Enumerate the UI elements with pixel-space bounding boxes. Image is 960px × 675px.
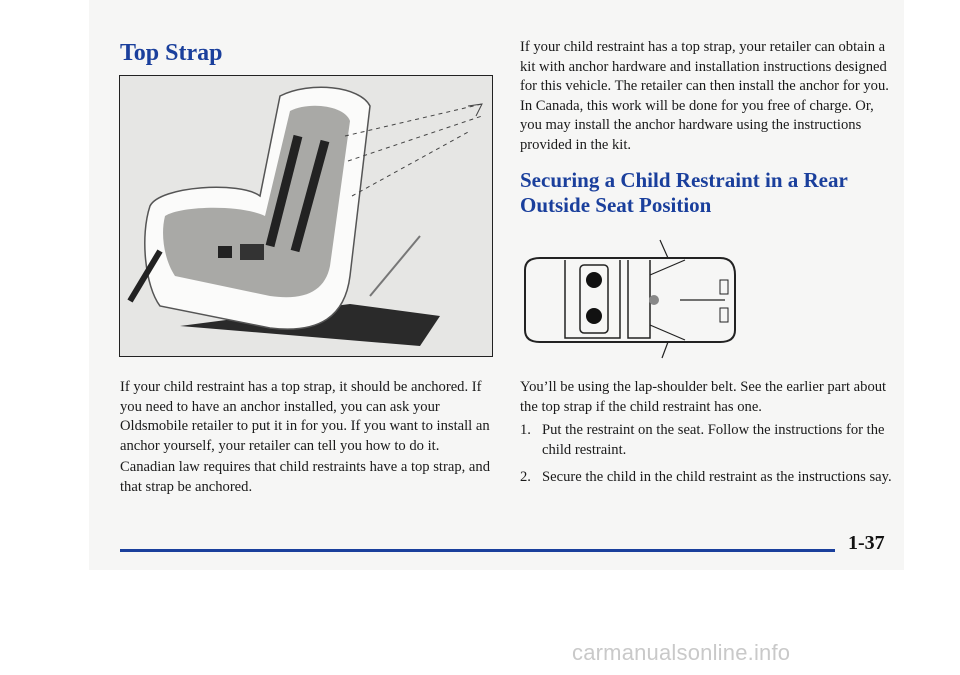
lap-shoulder-belt-paragraph: You’ll be using the lap-shoulder belt. See the earlier part about the top strap if the child restraint has one. bbox=[520, 379, 887, 415]
heading-top-strap: Top Strap bbox=[120, 40, 223, 66]
step-1-number: 1. bbox=[520, 422, 531, 438]
step-2-number: 2. bbox=[520, 469, 531, 485]
vehicle-seat-diagram bbox=[520, 230, 740, 360]
page-number: 1-37 bbox=[848, 532, 885, 554]
car-top-view-drawing bbox=[520, 230, 740, 360]
canadian-law-paragraph: Canadian law requires that child restraints have a top strap, and that strap be anchored. bbox=[120, 459, 490, 495]
instruction-steps bbox=[520, 421, 895, 496]
child-seat-illustration bbox=[119, 75, 493, 357]
watermark: carmanualsonline.info bbox=[572, 640, 791, 665]
child-seat-drawing bbox=[120, 76, 492, 356]
top-strap-paragraph: If your child restraint has a top strap, it should be anchored. If you need to have an anchor installed, you can ask your Oldsmobile retailer to put it in for you. If you want to install an anchor yourself, your retailer can tell you how to do it. bbox=[120, 379, 490, 454]
step-2-text: Secure the child in the child restraint as the instructions say. bbox=[542, 469, 892, 485]
step-1 bbox=[520, 421, 895, 460]
footer-rule bbox=[120, 549, 835, 552]
heading-securing-child-restraint: Securing a Child Restraint in a Rear Outside Seat Position bbox=[520, 168, 848, 217]
retailer-kit-paragraph: If your child restraint has a top strap, your retailer can obtain a kit with anchor hardware and installation instructions designed for this vehicle. The retailer can then install the anchor for you. In Canada, this work will be done for you free of charge. Or, you may install the anchor hardware using the instructions provided in the kit. bbox=[520, 39, 889, 153]
step-2 bbox=[520, 468, 895, 488]
step-1-text: Put the restraint on the seat. Follow the instructions for the child restraint. bbox=[542, 422, 885, 458]
